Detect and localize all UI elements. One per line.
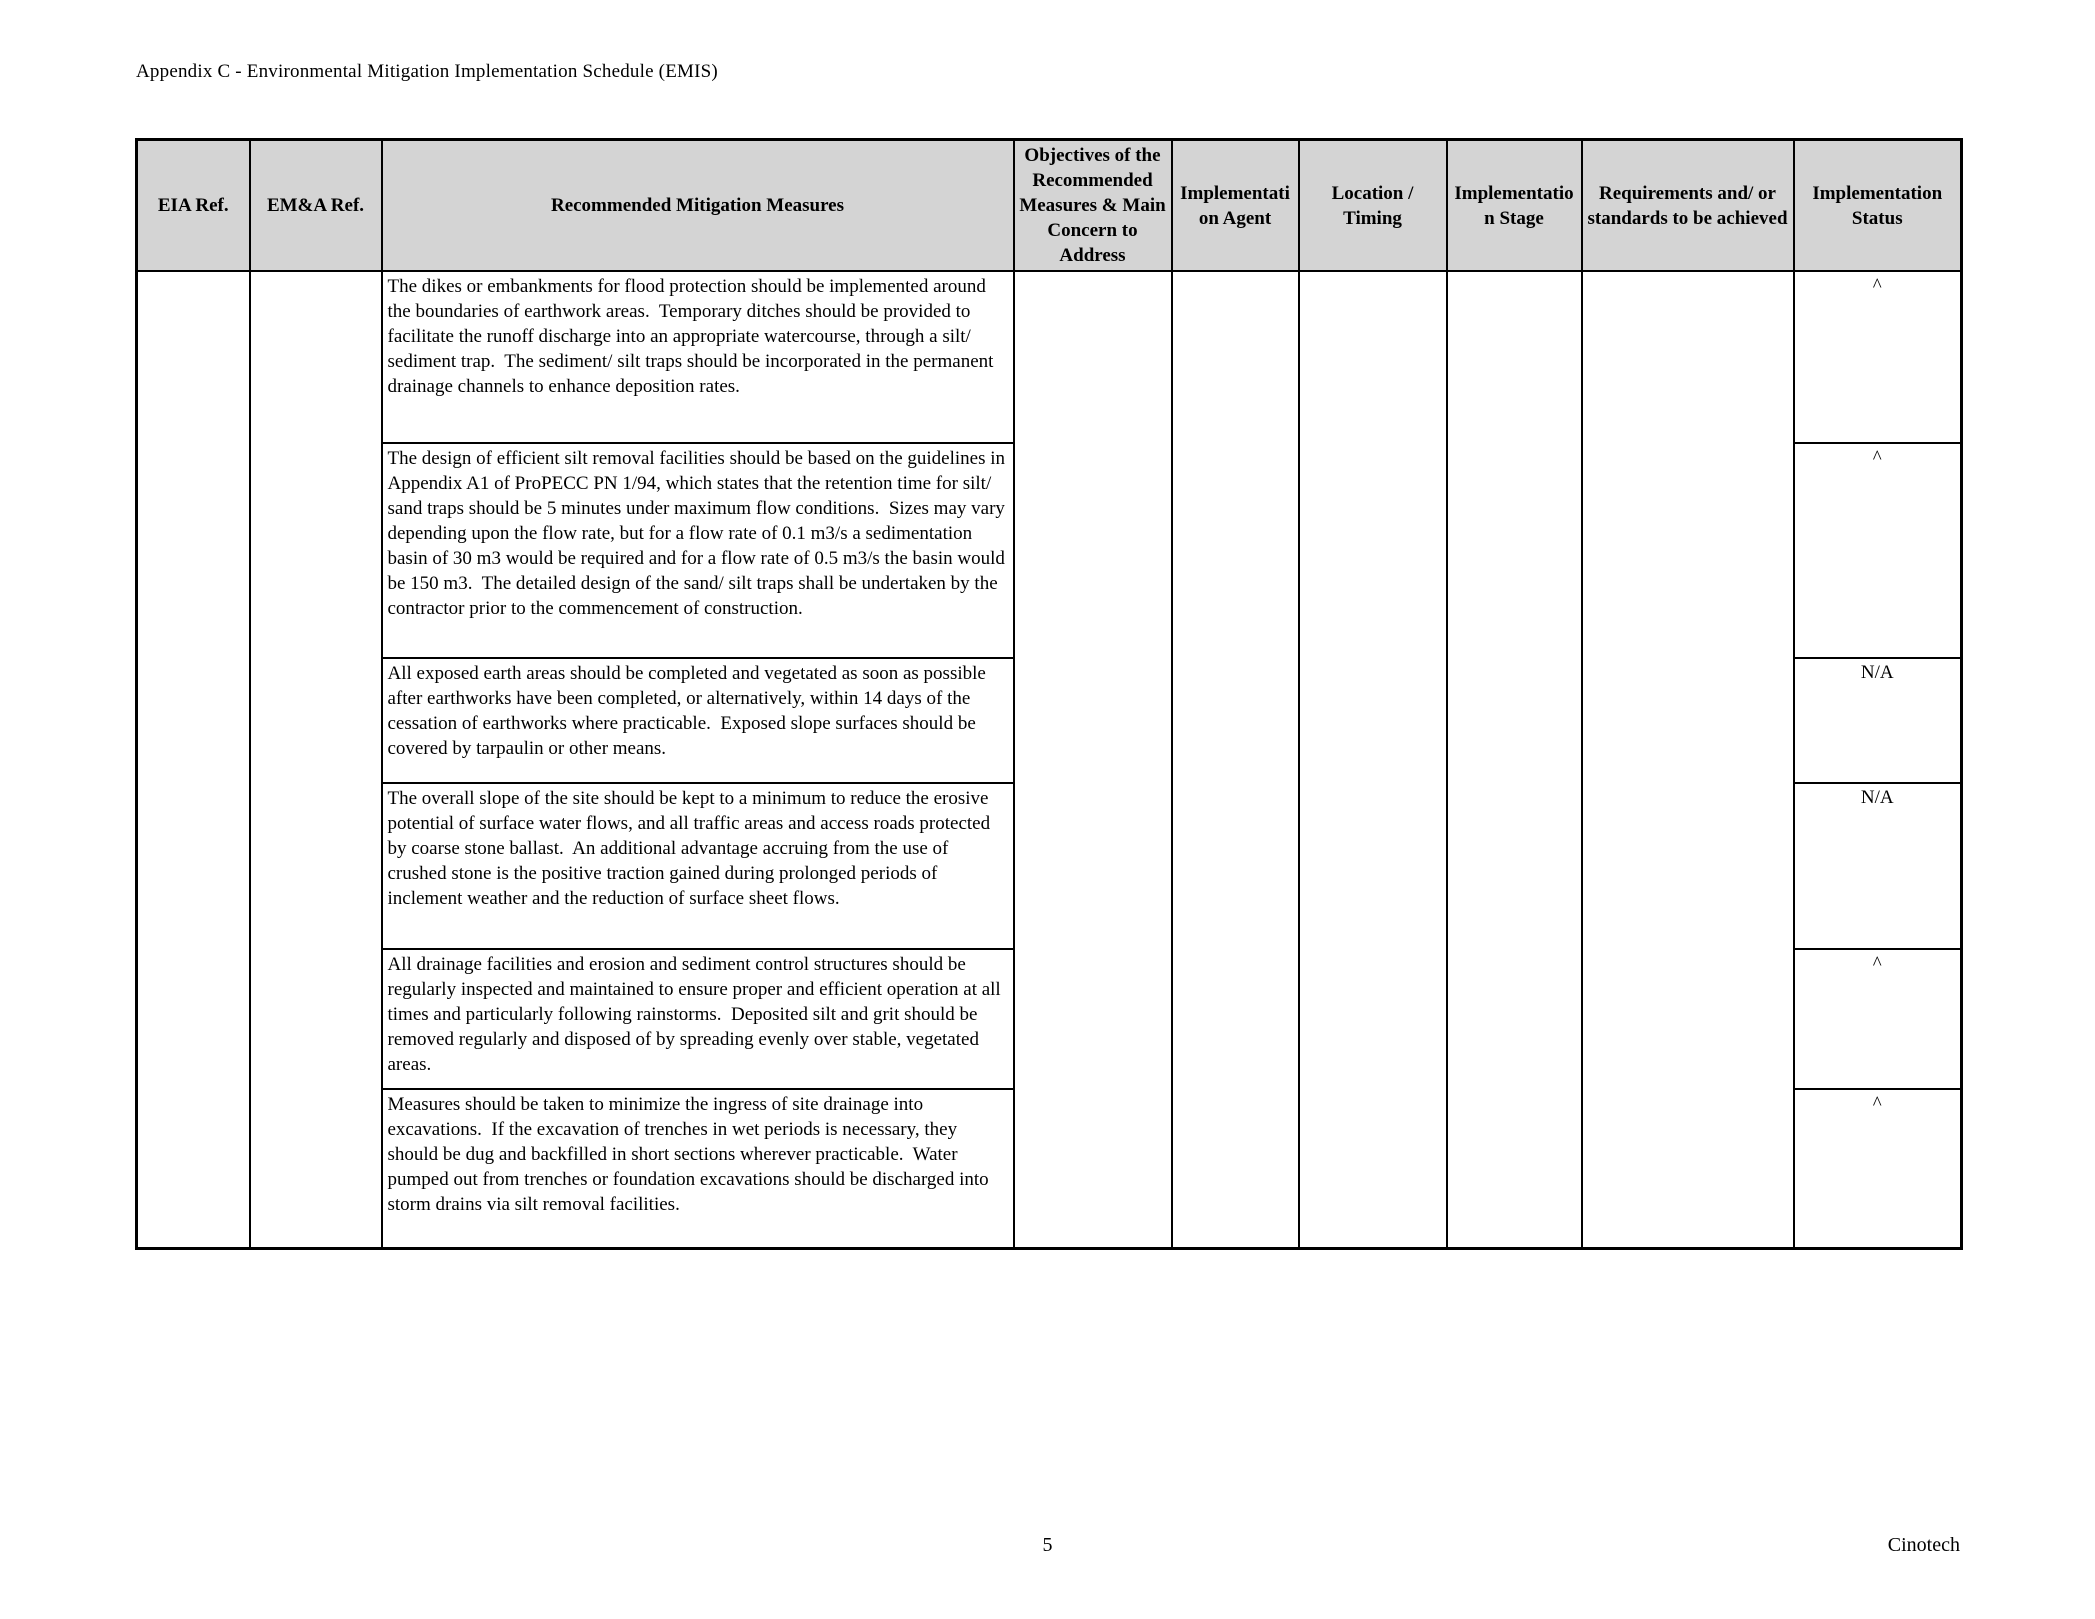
measure-cell: The design of efficient silt removal facilities should be based on the guidelines in Appendix A1 of ProPECC PN 1/94, which states that the retention time for silt/ sand traps should be 5 minutes under maximum flow conditions. Sizes may vary depending upon the flow rate, but for a flow rate of 0.1 m3/s a sedimentation basin of 30 m3 would be required and for a flow rate of 0.5 m3/s the basin would be 150 m3. The detailed design of the sand/ silt traps shall be undertaken by the contractor prior to the commencement of construction. xyxy=(382,443,1014,658)
measure-cell: All drainage facilities and erosion and sediment control structures should be regularly inspected and maintained to ensure proper and efficient operation at all times and particularly following rainstorms. Deposited silt and grit should be removed regularly and disposed of by spreading evenly over stable, vegetated areas. xyxy=(382,949,1014,1089)
col-header-implementation-stage: Implementation Stage xyxy=(1447,140,1582,272)
measure-cell: All exposed earth areas should be completed and vegetated as soon as possible after earthworks have been completed, or alternatively, within 14 days of the cessation of earthworks where practicable. Exposed slope surfaces should be covered by tarpaulin or other means. xyxy=(382,658,1014,783)
company-name: Cinotech xyxy=(1887,1534,1960,1556)
col-header-ema-ref: EM&A Ref. xyxy=(250,140,382,272)
emis-table xyxy=(135,138,1963,1250)
measure-cell: Measures should be taken to minimize the ingress of site drainage into excavations. If the excavation of trenches in wet periods is necessary, they should be dug and backfilled in short sections wherever practicable. Water pumped out from trenches or foundation excavations should be discharged into storm drains via silt removal facilities. xyxy=(382,1089,1014,1248)
status-cell: ^ xyxy=(1794,271,1962,443)
measure-cell: The overall slope of the site should be kept to a minimum to reduce the erosive potential of surface water flows, and all traffic areas and access roads protected by coarse stone ballast. An additional advantage accruing from the use of crushed stone is the positive traction gained during prolonged periods of inclement weather and the reduction of surface sheet flows. xyxy=(382,783,1014,949)
page-number: 5 xyxy=(1042,1534,1053,1556)
implementation-agent-cell xyxy=(1172,271,1299,1248)
measure-cell: The dikes or embankments for flood protection should be implemented around the boundaries of earthwork areas. Temporary ditches should be provided to facilitate the runoff discharge into an appropriate watercourse, through a silt/ sediment trap. The sediment/ silt traps should be incorporated in the permanent drainage channels to enhance deposition rates. xyxy=(382,271,1014,443)
col-header-eia-ref: EIA Ref. xyxy=(137,140,250,272)
status-cell: ^ xyxy=(1794,443,1962,658)
table-header-row xyxy=(137,140,1962,272)
col-header-location-timing: Location / Timing xyxy=(1299,140,1447,272)
objectives-cell xyxy=(1014,271,1172,1248)
page-title: Appendix C - Environmental Mitigation Implementation Schedule (EMIS) xyxy=(136,61,718,82)
location-timing-cell xyxy=(1299,271,1447,1248)
col-header-implementation-status: Implementation Status xyxy=(1794,140,1962,272)
col-header-measures: Recommended Mitigation Measures xyxy=(382,140,1014,272)
col-header-implementation-agent: Implementation Agent xyxy=(1172,140,1299,272)
table-row xyxy=(137,271,1962,443)
col-header-objectives: Objectives of the Recommended Measures & Main Concern to Address xyxy=(1014,140,1172,272)
requirements-cell xyxy=(1582,271,1794,1248)
col-header-requirements: Requirements and/ or standards to be achieved xyxy=(1582,140,1794,272)
status-cell: ^ xyxy=(1794,1089,1962,1248)
status-cell: ^ xyxy=(1794,949,1962,1089)
status-cell: N/A xyxy=(1794,658,1962,783)
status-cell: N/A xyxy=(1794,783,1962,949)
ema-ref-cell xyxy=(250,271,382,1248)
eia-ref-cell xyxy=(137,271,250,1248)
implementation-stage-cell xyxy=(1447,271,1582,1248)
